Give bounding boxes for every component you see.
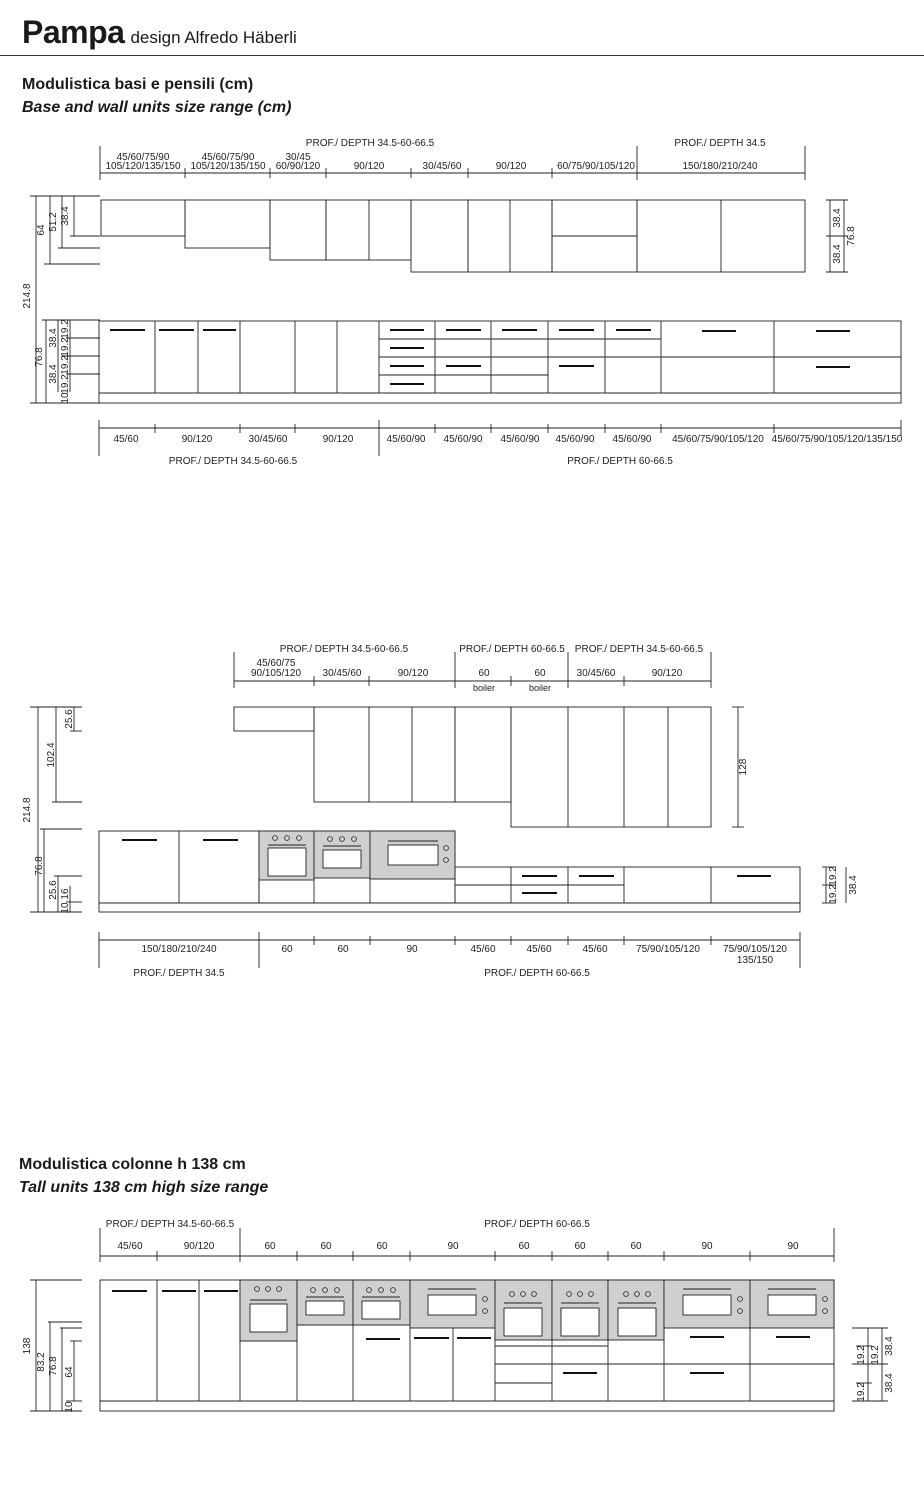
d2-bottom-dim: 135/150 (736, 955, 774, 966)
d2-left-dim: 25.6 (64, 709, 75, 729)
d2-depth-bottom: PROF./ DEPTH 60-66.5 (484, 968, 590, 979)
d3-top-dim: 60 (320, 1241, 332, 1252)
d2-bottom-dim: 75/90/105/120 (723, 944, 787, 955)
d1-top-dim: 90/120 (353, 161, 385, 172)
d1-top-dim: 30/45 (285, 152, 311, 163)
d2-left-dim: 16 (60, 888, 71, 900)
d1-right-dim: 38.4 (832, 244, 843, 264)
d1-top-dim: 105/120/135/150 (190, 161, 266, 172)
d3-top-dim: 60 (264, 1241, 276, 1252)
d2-top-dim: 60 (534, 668, 546, 679)
diagram-3-appliances (240, 1280, 834, 1341)
d2-top-dim: boiler (528, 683, 552, 693)
d1-bottom-dim: 90/120 (322, 434, 354, 445)
d1-left-dim: 19.2 (60, 319, 71, 339)
d1-depth-top-a: PROF./ DEPTH 34.5-60-66.5 (305, 138, 435, 149)
d1-top-dim: 45/60/75/90 (116, 152, 170, 163)
d2-depth-bottom: PROF./ DEPTH 34.5 (133, 968, 225, 979)
section-title-tall-it: Modulistica colonne h 138 cm (19, 1156, 246, 1173)
d3-left-dim: 64 (64, 1366, 75, 1378)
d3-left-dim: 76.8 (48, 1356, 59, 1376)
d1-left-dim: 64 (36, 224, 47, 236)
d3-depth-top: PROF./ DEPTH 60-66.5 (484, 1219, 590, 1230)
d2-bottom-dim: 90 (406, 944, 418, 955)
d1-top-dim: 90/120 (495, 161, 527, 172)
d3-top-dim: 60 (630, 1241, 642, 1252)
d3-top-dim: 90/120 (183, 1241, 215, 1252)
d3-top-dim: 45/60 (117, 1241, 143, 1252)
d3-left-dim: 10 (64, 1401, 75, 1413)
d2-top-dim: boiler (472, 683, 496, 693)
d2-bottom-dim: 45/60 (582, 944, 608, 955)
diagram-2-appliances (259, 831, 455, 880)
d1-bottom-dim: 45/60/75/90/105/120/135/150 (771, 434, 903, 445)
d1-right-dim: 38.4 (832, 208, 843, 228)
d1-bottom-dim: 45/60/90 (555, 434, 595, 445)
d2-top-dim: 30/45/60 (322, 668, 362, 679)
d1-top-dim: 60/90/120 (275, 161, 321, 172)
d2-bottom-dim: 75/90/105/120 (636, 944, 700, 955)
d3-left-dim: 138 (22, 1337, 33, 1355)
d2-depth-top: PROF./ DEPTH 34.5-60-66.5 (574, 644, 704, 655)
d3-top-dim: 90 (701, 1241, 713, 1252)
d1-left-dim: 19.2 (60, 374, 71, 394)
d1-left-dim: 38.4 (60, 206, 71, 226)
d1-top-dim: 30/45/60 (422, 161, 462, 172)
d2-left-dim: 102.4 (46, 742, 57, 768)
d1-left-dim: 76.8 (34, 347, 45, 367)
d1-bottom-dim: 45/60/90 (386, 434, 426, 445)
d1-bottom-dim: 45/60/90 (612, 434, 652, 445)
d2-left-dim: 76.8 (34, 856, 45, 876)
d2-left-dim: 214.8 (22, 797, 33, 823)
d1-bottom-dim: 90/120 (181, 434, 213, 445)
d2-bottom-dim: 45/60 (526, 944, 552, 955)
d1-bottom-dim: 45/60/90 (443, 434, 483, 445)
d1-top-dim: 60/75/90/105/120 (557, 161, 635, 172)
d3-right-dim: 38.4 (884, 1373, 895, 1393)
section-title-base-wall-en: Base and wall units size range (cm) (22, 99, 292, 116)
d2-top-dim: 90/120 (651, 668, 683, 679)
d1-top-dim: 45/60/75/90 (201, 152, 255, 163)
d2-right-dim: 19.2 (828, 884, 839, 904)
designer-credit: design Alfredo Häberli (130, 28, 297, 47)
d2-bottom-dim: 60 (337, 944, 349, 955)
d3-top-dim: 60 (518, 1241, 530, 1252)
d1-bottom-dim: 45/60/75/90/105/120 (672, 434, 764, 445)
d3-top-dim: 60 (376, 1241, 388, 1252)
d1-bottom-dim: 45/60 (113, 434, 139, 445)
d1-right-dim: 76.8 (846, 226, 857, 246)
d1-top-dim: 150/180/210/240 (682, 161, 758, 172)
brand-name: Pampa (22, 14, 125, 50)
section-title-base-wall-it: Modulistica basi e pensili (cm) (22, 76, 254, 93)
d2-right-dim: 19.2 (828, 866, 839, 886)
d3-top-dim: 90 (447, 1241, 459, 1252)
d1-left-dim: 19.2 (60, 337, 71, 357)
section-title-tall-en: Tall units 138 cm high size range (19, 1179, 269, 1196)
d3-left-dim: 83.2 (36, 1352, 47, 1372)
diagram-1-labels (22, 138, 903, 467)
d2-top-dim: 60 (478, 668, 490, 679)
d1-depth-bottom-b: PROF./ DEPTH 60-66.5 (567, 456, 673, 467)
diagram-2-labels (22, 644, 859, 979)
d2-bottom-dim: 45/60 (470, 944, 496, 955)
d1-left-dim: 38.4 (48, 328, 59, 348)
d1-left-dim: 10 (60, 392, 71, 404)
d2-top-dim: 30/45/60 (576, 668, 616, 679)
d3-depth-top: PROF./ DEPTH 34.5-60-66.5 (105, 1219, 235, 1230)
d1-top-dim: 105/120/135/150 (105, 161, 181, 172)
d1-bottom-dim: 30/45/60 (248, 434, 288, 445)
d2-top-dim: 90/105/120 (250, 668, 302, 679)
d3-right-dim: 19.2 (856, 1382, 867, 1402)
d1-bottom-dim: 45/60/90 (500, 434, 540, 445)
d1-left-dim: 19.2 (60, 355, 71, 375)
d2-left-dim: 25.6 (48, 880, 59, 900)
d1-left-dim: 38.4 (48, 364, 59, 384)
d2-top-dim: 90/120 (397, 668, 429, 679)
d2-bottom-dim: 60 (281, 944, 293, 955)
d3-top-dim: 90 (787, 1241, 799, 1252)
d2-depth-top: PROF./ DEPTH 60-66.5 (459, 644, 565, 655)
d3-top-dim: 60 (574, 1241, 586, 1252)
d2-depth-top: PROF./ DEPTH 34.5-60-66.5 (279, 644, 409, 655)
d2-left-dim: 10 (60, 902, 71, 914)
d2-right-dim: 38.4 (848, 875, 859, 895)
d2-top-dim: 45/60/75 (256, 658, 296, 669)
d2-right-dim: 128 (738, 758, 749, 776)
d1-left-dim: 214.8 (22, 283, 33, 309)
d3-right-dim: 38.4 (884, 1336, 895, 1356)
d1-left-dim: 51.2 (48, 212, 59, 232)
d3-right-dim: 19.2 (870, 1345, 881, 1365)
d3-right-dim: 19.2 (856, 1345, 867, 1365)
d1-depth-top-b: PROF./ DEPTH 34.5 (674, 138, 766, 149)
d1-depth-bottom-a: PROF./ DEPTH 34.5-60-66.5 (168, 456, 298, 467)
diagram-base-wall-units (30, 146, 901, 403)
d2-bottom-dim: 150/180/210/240 (141, 944, 217, 955)
